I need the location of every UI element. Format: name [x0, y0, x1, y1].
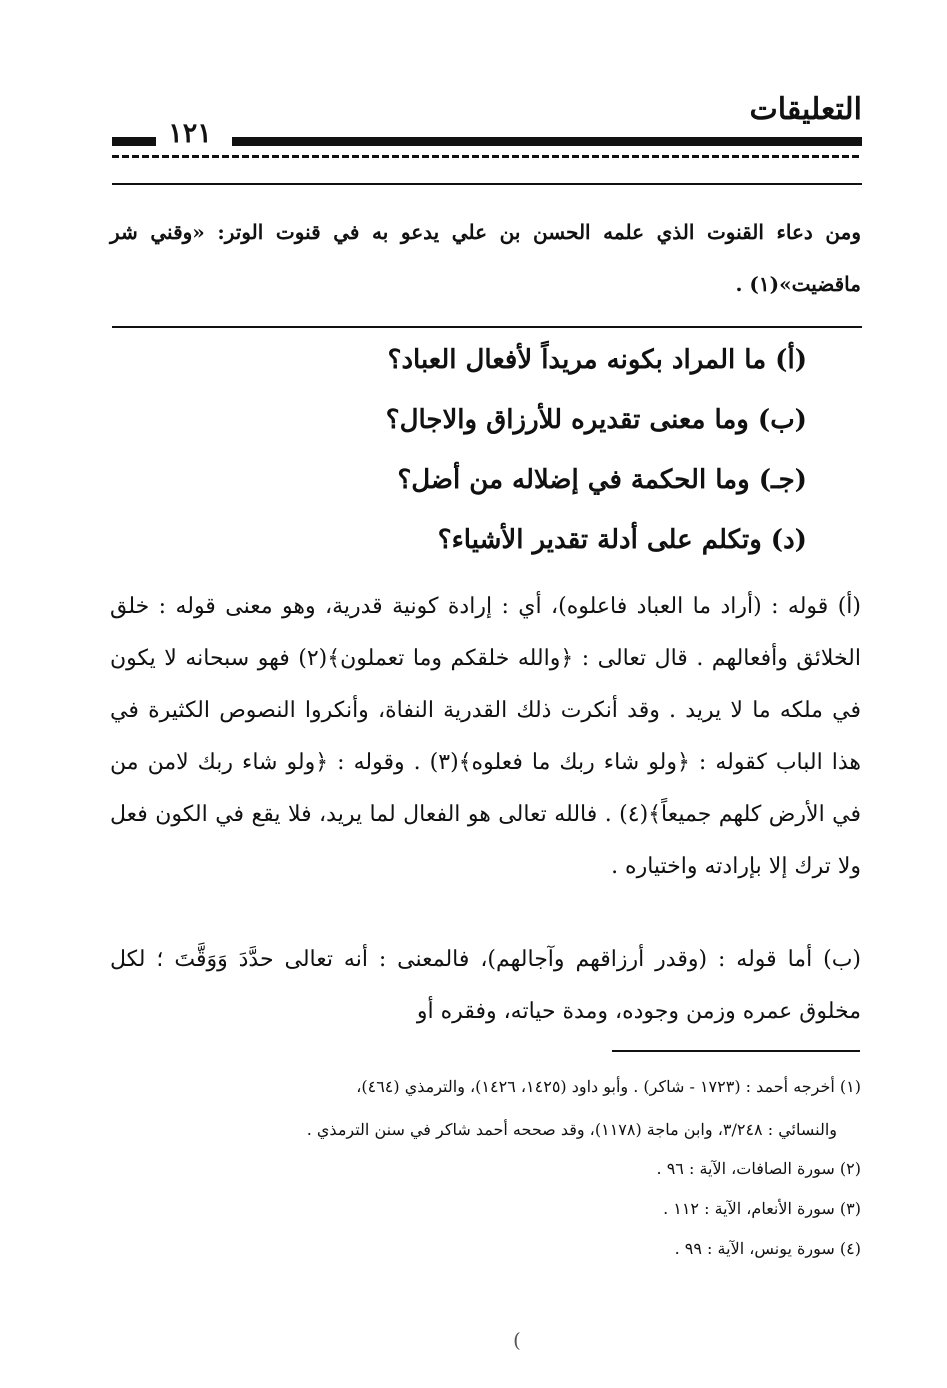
- footnote-1-continued: والنسائي : ٣/٢٤٨، وابن ماجة (١١٧٨)، وقد صححه أحمد شاكر في سنن الترمذي .: [306, 1120, 837, 1139]
- answer-b-paragraph: (ب) أما قوله : (وقدر أرزاقهم وآجالهم)، فالمعنى : أنه تعالى حدَّدَ وَوَقَّتَ ؛ لكل مخلوق عمره وزمن وجوده، ومدة حياته، وفقره أو: [110, 947, 861, 1024]
- header-rule-dashed: [112, 155, 862, 158]
- question-a: (أ) ما المراد بكونه مريداً لأفعال العباد؟: [387, 345, 807, 375]
- page-number: ١٢١: [168, 118, 212, 149]
- section-divider: [112, 326, 862, 328]
- intro-paragraph: ومن دعاء القنوت الذي علمه الحسن بن علي يدعو به في قنوت الوتر: «وقني شر ماقضيت»(١) .: [110, 220, 861, 296]
- header-rule-thick: [232, 137, 862, 146]
- footnote-1: (١) أخرجه أحمد : (١٧٢٣ - شاكر) . وأبو داود (١٤٢٥، ١٤٢٦)، والترمذي (٤٦٤)،: [356, 1077, 861, 1096]
- question-b: (ب) وما معنى تقديره للأرزاق والاجال؟: [385, 405, 807, 435]
- footnote-3: (٣) سورة الأنعام، الآية : ١١٢ .: [663, 1199, 861, 1218]
- margin-mark: (: [513, 1328, 521, 1352]
- page-header-title: التعليقات: [749, 92, 862, 127]
- footnote-separator: [612, 1050, 860, 1052]
- question-c: (جـ) وما الحكمة في إضلاله من أضل؟: [397, 465, 807, 495]
- question-d: (د) وتكلم على أدلة تقدير الأشياء؟: [437, 525, 807, 555]
- footnote-4: (٤) سورة يونس، الآية : ٩٩ .: [674, 1239, 861, 1258]
- answer-a-paragraph: (أ) قوله : (أراد ما العباد فاعلوه)، أي : إرادة كونية قدرية، وهو معنى قوله : خلق الخلائق وأفعالهم . قال تعالى : ﴿والله خلقكم وما تعملون﴾(٢) فهو سبحانه لا يكون في ملكه ما لا يريد . وقد أنكرت ذلك القدرية النفاة، وأنكروا النصوص الكثيرة في هذا الباب كقوله : ﴿ولو شاء ربك ما فعلوه﴾(٣) . وقوله : ﴿ولو شاء ربك لامن من في الأرض كلهم جميعاً﴾(٤) . فالله تعالى هو الفعال لما يريد، فلا يقع في الكون فعل ولا ترك إلا بإرادته واختياره .: [110, 594, 861, 879]
- header-rule-thin: [112, 183, 862, 185]
- footnote-2: (٢) سورة الصافات، الآية : ٩٦ .: [656, 1159, 861, 1178]
